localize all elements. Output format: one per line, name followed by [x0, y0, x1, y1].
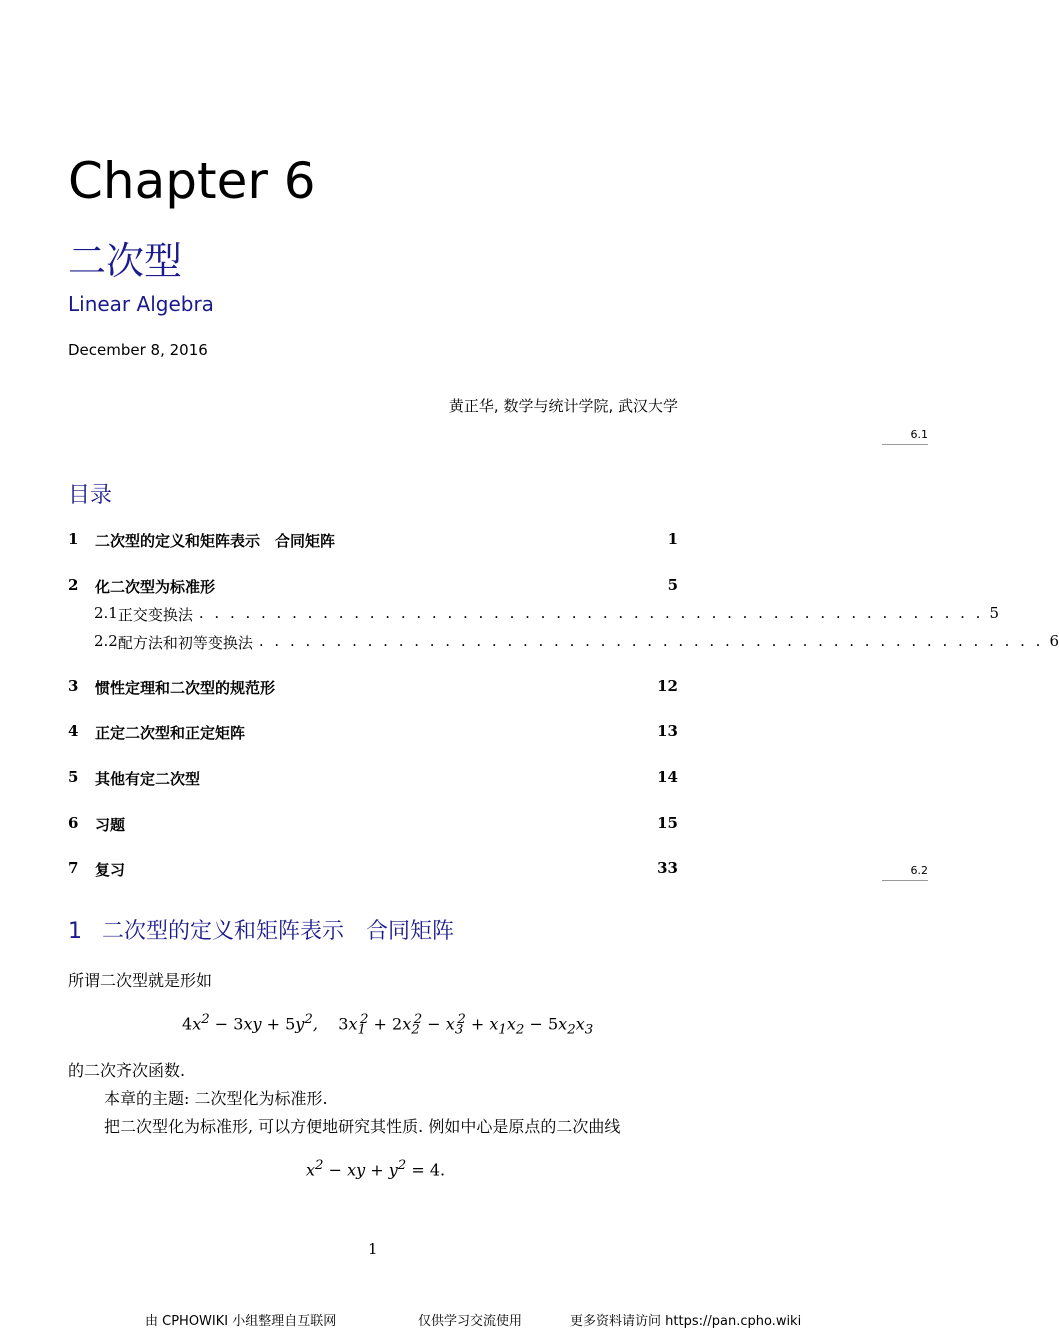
toc-leader-dots: . . . . . . . . . . . . . . . . . . . . . . . . . . . . . . . . . . . . . . . . . . . . . . . . . . .: [258, 632, 1044, 650]
toc-entry-number: 2: [68, 576, 79, 594]
toc-entry-number: 5: [68, 768, 79, 786]
author-line: 黄正华, 数学与统计学院, 武汉大学: [448, 397, 678, 415]
toc-subentry-title: 正交变换法: [117, 606, 193, 624]
footer-link[interactable]: 更多资料请访问 https://pan.cpho.wiki: [570, 1314, 802, 1329]
equation-quadratic-curve: $x^2$ − xy + $y^2 = 4$.: [306, 1158, 446, 1180]
toc-entry[interactable]: [68, 677, 678, 698]
section-heading: [68, 914, 454, 945]
page-number: 1: [368, 1240, 378, 1258]
toc-entry-number: 6: [68, 814, 79, 832]
toc-entry-title: 二次型的定义和矩阵表示 合同矩阵: [95, 532, 336, 550]
toc-entry[interactable]: [68, 859, 678, 880]
margin-note-slide: 6.2: [910, 864, 928, 877]
toc-entry-number: 3: [68, 677, 79, 695]
margin-divider: [882, 444, 928, 445]
toc-subentry-page: 6: [1049, 632, 1059, 650]
section-title: 二次型的定义和矩阵表示 合同矩阵: [102, 919, 455, 944]
toc-subentry[interactable]: [94, 632, 1059, 653]
section-number: 1: [68, 919, 82, 944]
toc-subentry[interactable]: [94, 604, 999, 625]
margin-note-slide: 6.1: [910, 428, 928, 441]
toc-entry-page: 12: [657, 677, 678, 695]
paragraph: 把二次型化为标准形, 可以方便地研究其性质. 例如中心是原点的二次曲线: [104, 1117, 621, 1136]
toc-entry-page: 33: [657, 859, 678, 877]
toc-heading: 目录: [68, 483, 113, 508]
margin-divider: [882, 880, 928, 881]
equation-quadratic-forms: $4x^2 - 3xy + 5y^2$, $3x_1^2 + 2x_2^2 - x_3^2 + x_1x_2 - 5x_2x_3$: [182, 1012, 594, 1038]
toc-entry-number: 1: [68, 530, 79, 548]
toc-leader-dots: . . . . . . . . . . . . . . . . . . . . . . . . . . . . . . . . . . . . . . . . . . . . . . . . . . .: [198, 604, 984, 622]
toc-entry[interactable]: [68, 530, 678, 551]
toc-entry-number: 7: [68, 859, 79, 877]
paragraph: 的二次齐次函数.: [68, 1061, 186, 1080]
toc-subentry-number: 2.2: [94, 632, 118, 650]
toc-entry-page: 1: [667, 530, 678, 548]
chapter-subtitle: 二次型: [68, 239, 183, 283]
toc-entry-title: 习题: [95, 816, 126, 834]
course-name: Linear Algebra: [68, 292, 214, 316]
toc-entry-title: 其他有定二次型: [95, 770, 201, 788]
toc-subentry-page: 5: [989, 604, 999, 622]
toc-entry-page: 5: [667, 576, 678, 594]
document-date: December 8, 2016: [68, 341, 208, 359]
toc-entry-number: 4: [68, 722, 79, 740]
toc-entry-page: 14: [657, 768, 678, 786]
toc-entry-page: 13: [657, 722, 678, 740]
toc-entry[interactable]: [68, 576, 678, 597]
toc-entry[interactable]: [68, 722, 678, 743]
toc-subentry-title: 配方法和初等变换法: [117, 634, 253, 652]
chapter-title: Chapter 6: [68, 152, 316, 210]
toc-entry-title: 复习: [95, 861, 126, 879]
footer-source: 由 CPHOWIKI 小组整理自互联网: [145, 1314, 337, 1329]
footer-usage: 仅供学习交流使用: [418, 1314, 523, 1329]
toc-entry-page: 15: [657, 814, 678, 832]
paragraph: 所谓二次型就是形如: [68, 971, 213, 990]
toc-entry-title: 化二次型为标准形: [95, 578, 216, 596]
toc-subentry-number: 2.1: [94, 604, 118, 622]
paragraph: 本章的主题: 二次型化为标准形.: [104, 1089, 328, 1108]
toc-entry-title: 正定二次型和正定矩阵: [95, 724, 246, 742]
toc-entry-title: 惯性定理和二次型的规范形: [95, 679, 276, 697]
toc-entry[interactable]: [68, 768, 678, 789]
toc-entry[interactable]: [68, 814, 678, 835]
